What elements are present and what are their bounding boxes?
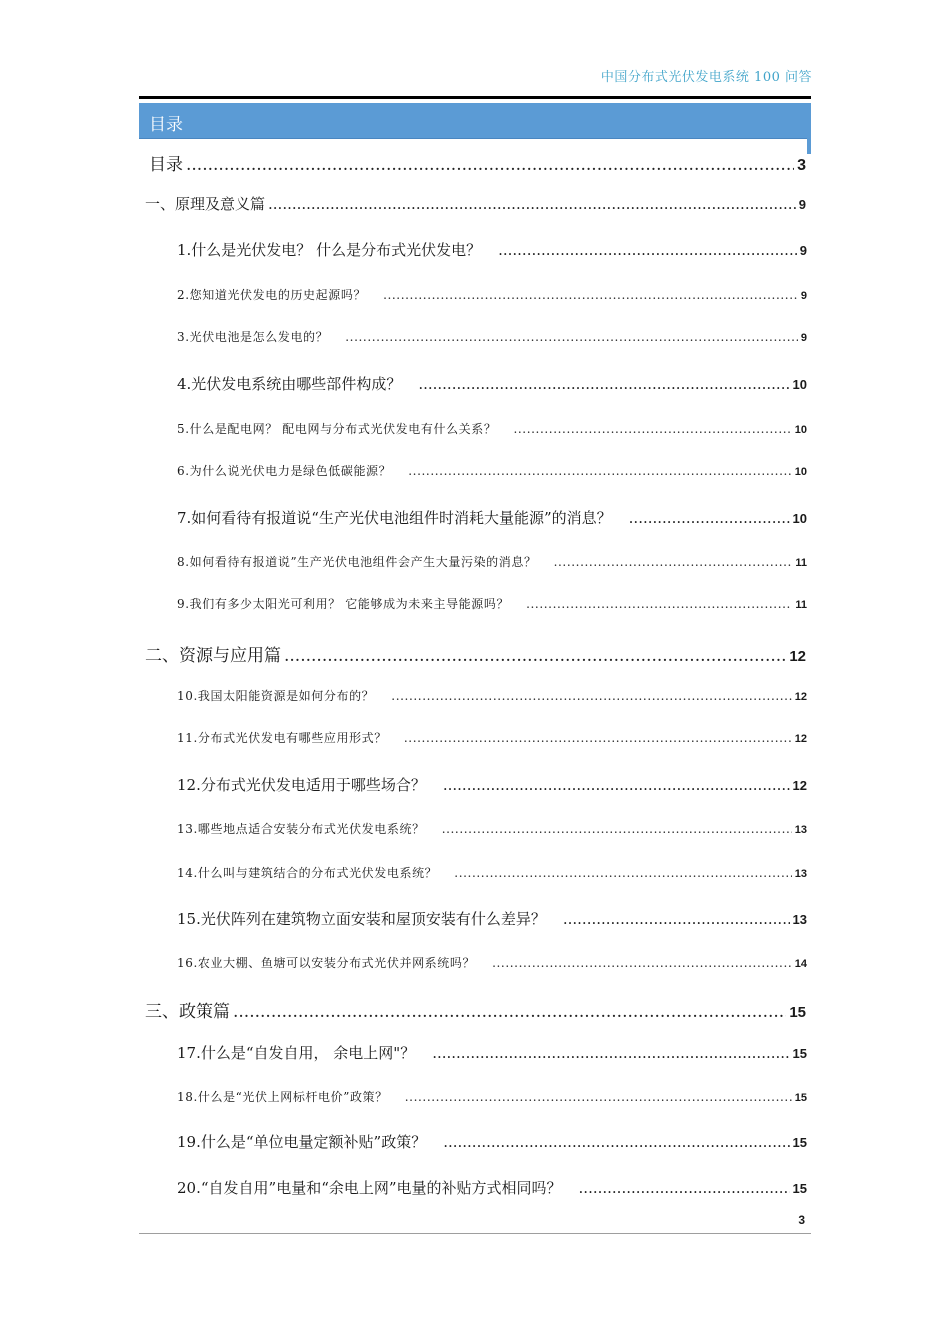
toc-leader-dots xyxy=(554,555,793,569)
toc-entry-page: 15 xyxy=(789,1004,806,1021)
toc-entry-q9[interactable] xyxy=(177,595,807,612)
toc-entry-text: 11.分布式光伏发电有哪些应用形式？ xyxy=(177,731,387,745)
toc-leader-dots xyxy=(432,1044,789,1062)
toc-entry-text: 一、原理及意义篇 xyxy=(145,195,266,213)
toc-entry-q17[interactable] xyxy=(177,1042,807,1063)
toc-entry-page: 10 xyxy=(794,466,807,478)
toc-entry-section-1[interactable] xyxy=(145,193,806,214)
toc-entry-q8[interactable] xyxy=(177,553,807,570)
toc-entry-text: 8.如何看待有报道说”生产光伏电池组件会产生大量污染的消息？ xyxy=(177,555,537,569)
toc-entry-text: 9.我们有多少太阳光可利用？ 它能够成为未来主导能源吗？ xyxy=(177,597,510,611)
toc-entry-page: 10 xyxy=(794,424,807,436)
footer-page-number: 3 xyxy=(798,1213,805,1227)
toc-leader-dots xyxy=(443,776,790,794)
toc-entry-page: 12 xyxy=(792,778,807,793)
toc-entry-q18[interactable] xyxy=(177,1088,807,1105)
toc-entry-text: 14.什么叫与建筑结合的分布式光伏发电系统？ xyxy=(177,866,438,880)
toc-leader-dots xyxy=(443,1133,789,1151)
toc-entry-page: 15 xyxy=(792,1181,807,1196)
toc-entry-text: 1.什么是光伏发电？ 什么是分布式光伏发电？ xyxy=(177,241,482,259)
toc-leader-dots xyxy=(526,597,792,611)
toc-entry-q4[interactable] xyxy=(177,373,807,394)
toc-entry-q20[interactable] xyxy=(177,1177,807,1198)
toc-heading-bar xyxy=(139,103,811,139)
toc-entry-text: 16.农业大棚、鱼塘可以安装分布式光伏并网系统吗？ xyxy=(177,956,476,970)
toc-heading: 目录 xyxy=(149,115,183,135)
toc-leader-dots xyxy=(418,375,789,393)
toc-entry-q10[interactable] xyxy=(177,687,807,704)
toc-entry-q15[interactable] xyxy=(177,908,807,929)
toc-entry-contents[interactable] xyxy=(149,150,806,175)
toc-entry-page: 13 xyxy=(792,912,807,927)
toc-leader-dots xyxy=(454,866,791,880)
toc-entry-q13[interactable] xyxy=(177,820,807,837)
toc-heading-bar-tab xyxy=(807,138,811,154)
toc-entry-text: 7.如何看待有报道说“生产光伏电池组件时消耗大量能源”的消息？ xyxy=(177,509,612,527)
toc-entry-text: 17.什么是“自发自用， 余电上网"？ xyxy=(177,1044,416,1062)
toc-entry-page: 9 xyxy=(800,290,807,302)
toc-entry-text: 20.“自发自用”电量和“余电上网”电量的补贴方式相同吗？ xyxy=(177,1179,562,1197)
toc-entry-page: 13 xyxy=(794,868,807,880)
toc-leader-dots xyxy=(391,689,791,703)
toc-entry-text: 4.光伏发电系统由哪些部件构成？ xyxy=(177,375,402,393)
toc-entry-q2[interactable] xyxy=(177,286,807,303)
toc-leader-dots xyxy=(629,509,790,527)
toc-entry-q5[interactable] xyxy=(177,420,807,437)
toc-entry-text: 2.您知道光伏发电的历史起源吗？ xyxy=(177,288,367,302)
toc-entry-q19[interactable] xyxy=(177,1131,807,1152)
toc-leader-dots xyxy=(186,155,794,175)
toc-entry-page: 12 xyxy=(794,733,807,745)
header-rule xyxy=(139,96,811,99)
toc-entry-text: 19.什么是“单位电量定额补贴”政策？ xyxy=(177,1133,427,1151)
toc-entry-page: 15 xyxy=(792,1046,807,1061)
toc-leader-dots xyxy=(513,422,791,436)
toc-entry-page: 11 xyxy=(795,599,807,611)
toc-entry-page: 9 xyxy=(799,243,807,258)
toc-leader-dots xyxy=(405,1090,792,1104)
toc-entry-text: 6.为什么说光伏电力是绿色低碳能源？ xyxy=(177,464,392,478)
toc-leader-dots xyxy=(563,910,790,928)
toc-leader-dots xyxy=(404,731,792,745)
toc-leader-dots xyxy=(383,288,798,302)
toc-entry-page: 10 xyxy=(792,511,807,526)
toc-entry-page: 9 xyxy=(798,197,806,212)
footer-rule xyxy=(139,1233,811,1234)
toc-entry-page: 14 xyxy=(794,958,807,970)
toc-entry-page: 9 xyxy=(800,332,807,344)
toc-entry-q6[interactable] xyxy=(177,462,807,479)
toc-entry-page: 13 xyxy=(794,824,807,836)
toc-leader-dots xyxy=(442,822,792,836)
toc-entry-text: 三、政策篇 xyxy=(145,1002,230,1022)
toc-entry-section-2[interactable] xyxy=(145,641,806,666)
toc-entry-q1[interactable] xyxy=(177,239,807,260)
toc-leader-dots xyxy=(579,1179,790,1197)
toc-entry-text: 5.什么是配电网？ 配电网与分布式光伏发电有什么关系？ xyxy=(177,422,497,436)
toc-leader-dots xyxy=(408,464,791,478)
toc-entry-q12[interactable] xyxy=(177,774,807,795)
toc-leader-dots xyxy=(233,1002,786,1022)
toc-leader-dots xyxy=(492,956,792,970)
toc-leader-dots xyxy=(345,330,798,344)
toc-entry-page: 15 xyxy=(792,1135,807,1150)
toc-entry-page: 10 xyxy=(792,377,807,392)
toc-entry-q16[interactable] xyxy=(177,954,807,971)
toc-entry-q3[interactable] xyxy=(177,328,807,345)
toc-entry-text: 12.分布式光伏发电适用于哪些场合？ xyxy=(177,776,426,794)
toc-entry-q14[interactable] xyxy=(177,864,807,881)
toc-entry-page: 15 xyxy=(794,1092,807,1104)
toc-entry-text: 3.光伏电池是怎么发电的？ xyxy=(177,330,329,344)
toc-entry-page: 11 xyxy=(795,557,807,569)
toc-entry-page: 3 xyxy=(797,157,806,174)
toc-entry-text: 目录 xyxy=(149,155,183,175)
toc-leader-dots xyxy=(268,195,796,213)
toc-leader-dots xyxy=(498,241,797,259)
toc-entry-text: 18.什么是“光伏上网标杆电价”政策？ xyxy=(177,1090,388,1104)
toc-entry-text: 10.我国太阳能资源是如何分布的？ xyxy=(177,689,375,703)
running-header-title: 中国分布式光伏发电系统 100 问答 xyxy=(600,70,812,85)
toc-entry-page: 12 xyxy=(789,648,806,665)
toc-entry-text: 13.哪些地点适合安装分布式光伏发电系统？ xyxy=(177,822,425,836)
toc-entry-page: 12 xyxy=(794,691,807,703)
toc-entry-section-3[interactable] xyxy=(145,997,806,1022)
toc-entry-q7[interactable] xyxy=(177,507,807,528)
toc-entry-q11[interactable] xyxy=(177,729,807,746)
toc-entry-text: 15.光伏阵列在建筑物立面安装和屋顶安装有什么差异？ xyxy=(177,910,546,928)
toc-entry-text: 二、资源与应用篇 xyxy=(145,646,281,666)
toc-leader-dots xyxy=(284,646,786,666)
